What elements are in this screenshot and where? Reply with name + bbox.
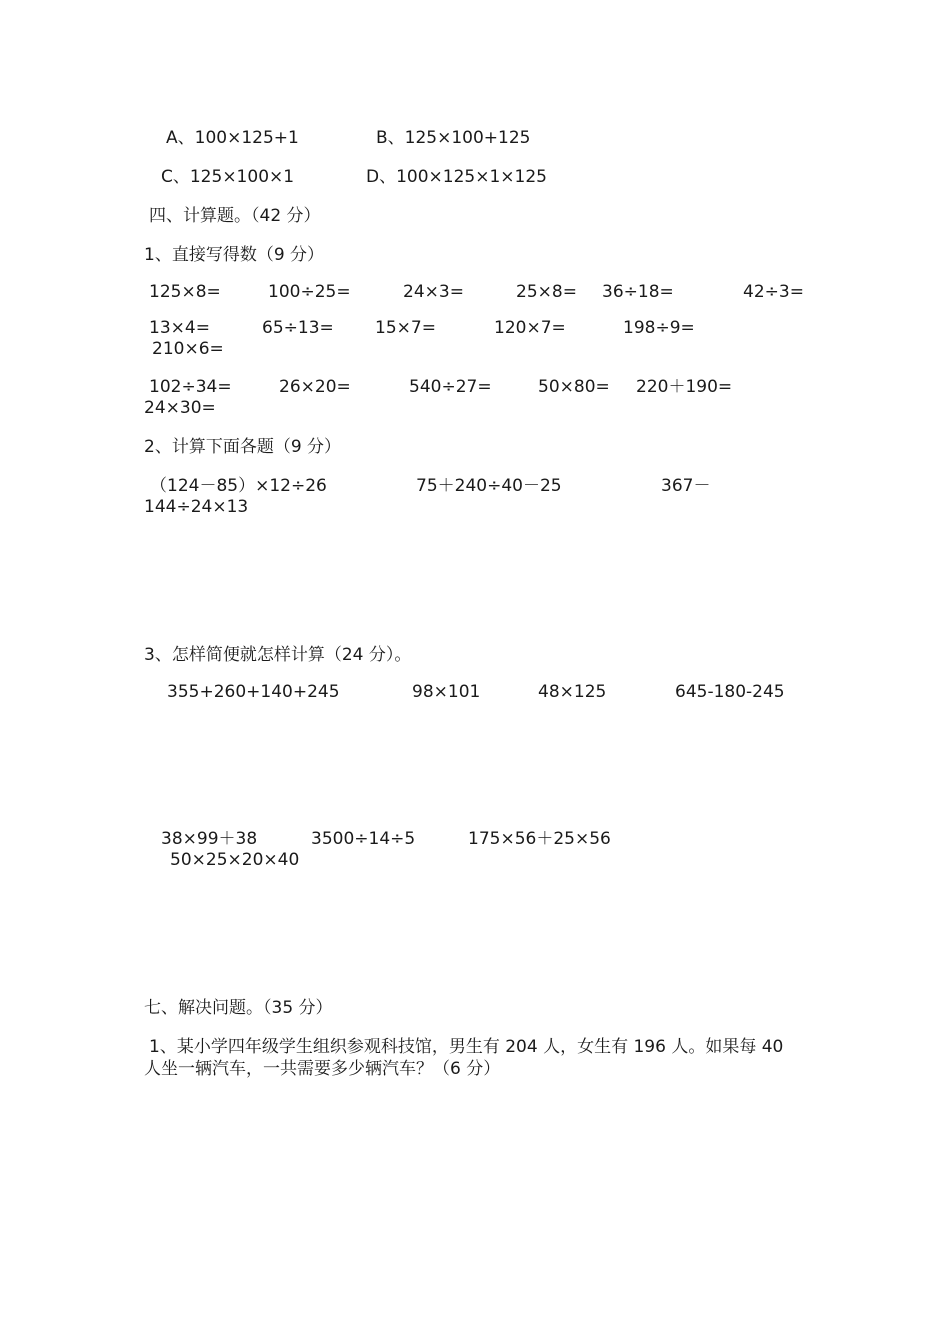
q1-item: 220＋190=	[636, 377, 733, 397]
q1-item: 65÷13=	[262, 318, 334, 338]
section-7-heading: 七、解决问题。（35 分）	[144, 998, 333, 1018]
q2-item: （124－85）×12÷26	[150, 476, 327, 496]
q1-item: 50×80=	[538, 377, 610, 397]
q3-item: 98×101	[412, 682, 481, 702]
q3-item: 355+260+140+245	[167, 682, 340, 702]
q1-item: 24×30=	[144, 398, 216, 418]
choice-b: B、125×100+125	[376, 128, 531, 148]
q3-item: 645-180-245	[675, 682, 785, 702]
q1-item: 540÷27=	[409, 377, 492, 397]
q1-item: 26×20=	[279, 377, 351, 397]
q3-item: 3500÷14÷5	[311, 829, 416, 849]
q1-item: 25×8=	[516, 282, 577, 302]
q1-item: 15×7=	[375, 318, 436, 338]
q1-item: 100÷25=	[268, 282, 351, 302]
q2-title: 2、计算下面各题（9 分）	[144, 437, 342, 457]
choice-d: D、100×125×1×125	[366, 167, 547, 187]
problem-1-line-1: 1、某小学四年级学生组织参观科技馆，男生有 204 人，女生有 196 人。如果每 40	[149, 1037, 784, 1057]
q1-item: 36÷18=	[602, 282, 674, 302]
q1-item: 120×7=	[494, 318, 566, 338]
q3-item: 175×56＋25×56	[468, 829, 611, 849]
q1-item: 198÷9=	[623, 318, 695, 338]
q1-item: 13×4=	[149, 318, 210, 338]
q1-item: 24×3=	[403, 282, 464, 302]
q2-item: 75＋240÷40－25	[416, 476, 562, 496]
q3-item: 38×99＋38	[161, 829, 258, 849]
choice-a: A、100×125+1	[166, 128, 299, 148]
q1-item: 102÷34=	[149, 377, 232, 397]
q1-title: 1、直接写得数（9 分）	[144, 245, 325, 265]
q2-item: 144÷24×13	[144, 497, 249, 517]
q1-item: 210×6=	[152, 339, 224, 359]
q1-item: 42÷3=	[743, 282, 804, 302]
q3-item: 48×125	[538, 682, 607, 702]
q3-item: 50×25×20×40	[170, 850, 300, 870]
q2-item: 367－	[661, 476, 711, 496]
q1-item: 125×8=	[149, 282, 221, 302]
q3-title: 3、怎样简便就怎样计算（24 分）。	[144, 645, 412, 665]
section-4-heading: 四、计算题。（42 分）	[149, 206, 321, 226]
problem-1-line-2: 人坐一辆汽车，一共需要多少辆汽车？（6 分）	[144, 1059, 501, 1079]
choice-c: C、125×100×1	[161, 167, 295, 187]
